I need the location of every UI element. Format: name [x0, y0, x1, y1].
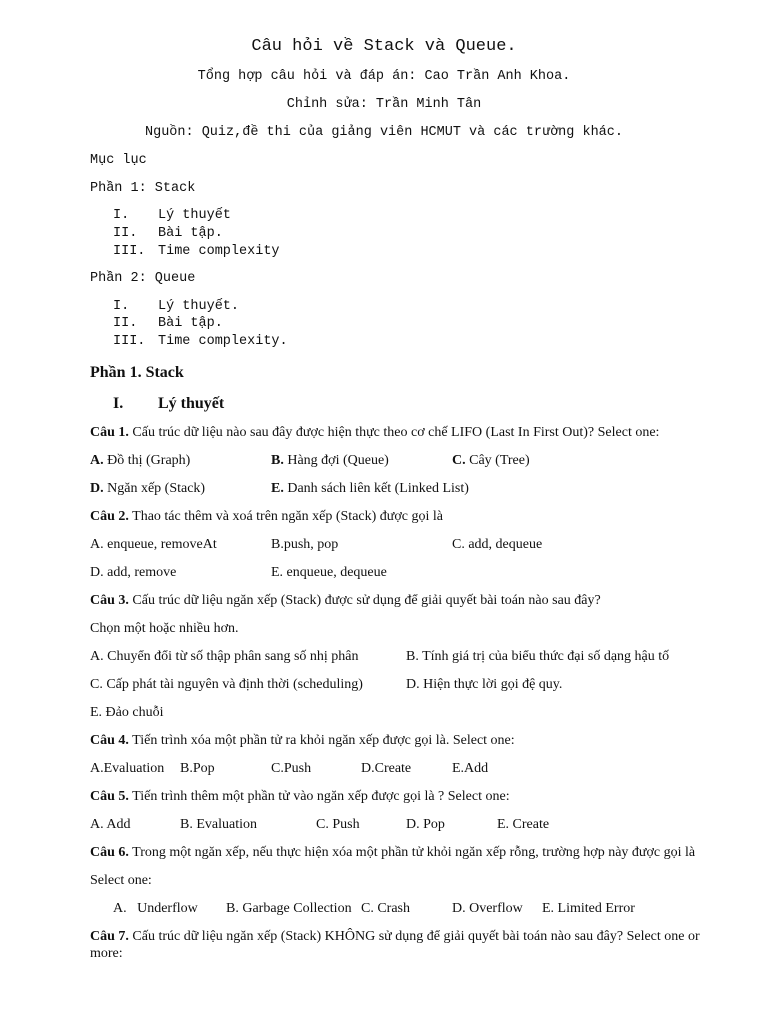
part1-heading: Phần 1. Stack [90, 364, 184, 381]
q4-option-d: D.Create [361, 761, 412, 776]
q2-option-b: B.push, pop [271, 537, 339, 552]
document-title: Câu hỏi về Stack và Queue. [251, 37, 517, 56]
q4-option-c: C.Push [271, 761, 312, 776]
q5-option-b: B. Evaluation [180, 817, 257, 832]
subsection-number: I. [113, 395, 124, 412]
q1-option-b: B. Hàng đợi (Queue) [271, 453, 389, 468]
question-4-text: Câu 4. Tiến trình xóa một phần tử ra khỏi ngăn xếp được gọi là. Select one: [90, 733, 515, 748]
q3-option-d: D. Hiện thực lời gọi đệ quy. [406, 677, 563, 692]
q6-option-b: B. Garbage Collection [226, 901, 352, 916]
q1-option-c: C. Cây (Tree) [452, 453, 530, 468]
q5-option-a: A. Add [90, 817, 131, 832]
q2-option-d: D. add, remove [90, 565, 177, 580]
q6-option-c: C. Crash [361, 901, 410, 916]
q4-option-b: B.Pop [180, 761, 215, 776]
q2-option-e: E. enqueue, dequeue [271, 565, 387, 580]
question-2-text: Câu 2. Thao tác thêm và xoá trên ngăn xếp (Stack) được gọi là [90, 509, 443, 524]
toc-part2-item-theory[interactable]: Lý thuyết. [158, 299, 240, 314]
subsection-title: Lý thuyết [158, 395, 225, 412]
question-6-text: Câu 6. Trong một ngăn xếp, nếu thực hiện xóa một phần tử khỏi ngăn xếp rỗng, trường hợp này được gọi là [90, 845, 696, 860]
toc-part2-item-num: I. [113, 299, 130, 314]
toc-part2-item-num: II. [113, 316, 138, 331]
q3-option-a: A. Chuyển đổi từ số thập phân sang số nhị phân [90, 649, 359, 664]
q2-option-a: A. enqueue, removeAt [90, 537, 217, 552]
question-6-instruction: Select one: [90, 873, 152, 888]
toc-part2-item-complexity[interactable]: Time complexity. [158, 334, 288, 349]
toc-part1-item-exercises[interactable]: Bài tập. [158, 226, 223, 241]
toc-part1-item-num: I. [113, 208, 130, 223]
q4-option-a: A.Evaluation [90, 761, 165, 776]
question-3-text: Câu 3. Cấu trúc dữ liệu ngăn xếp (Stack) được sử dụng để giải quyết bài toán nào sau đây? [90, 593, 601, 608]
question-7-text-continued: more: [90, 946, 123, 961]
question-1-text: Câu 1. Cấu trúc dữ liệu nào sau đây được hiện thực theo cơ chế LIFO (Last In First Out)? Select one: [90, 425, 660, 440]
q6-option-e: E. Limited Error [542, 901, 635, 916]
q2-option-c: C. add, dequeue [452, 537, 543, 552]
toc-part2-item-exercises[interactable]: Bài tập. [158, 316, 223, 331]
q3-option-b: B. Tính giá trị của biểu thức đại số dạng hậu tố [406, 649, 670, 664]
toc-part2-item-num: III. [113, 334, 146, 349]
q1-option-e: E. Danh sách liên kết (Linked List) [271, 481, 469, 496]
q1-option-a: A. Đồ thị (Graph) [90, 453, 191, 468]
toc-part1-title[interactable]: Phần 1: Stack [90, 181, 196, 196]
toc-part1-item-theory[interactable]: Lý thuyết [158, 208, 231, 223]
q5-option-d: D. Pop [406, 817, 445, 832]
q4-option-e: E.Add [452, 761, 489, 776]
q5-option-e: E. Create [497, 817, 550, 832]
q3-option-e: E. Đảo chuỗi [90, 705, 164, 720]
compiled-by-line: Tổng hợp câu hỏi và đáp án: Cao Trần Anh Khoa. [197, 69, 571, 84]
q6-option-d: D. Overflow [452, 901, 523, 916]
toc-part2-title[interactable]: Phần 2: Queue [90, 271, 196, 286]
q1-option-d: D. Ngăn xếp (Stack) [90, 481, 206, 496]
edited-by-line: Chỉnh sửa: Trần Minh Tân [286, 97, 482, 112]
question-7-text: Câu 7. Cấu trúc dữ liệu ngăn xếp (Stack) KHÔNG sử dụng để giải quyết bài toán nào sau đây? Select one or [90, 929, 700, 944]
toc-part1-item-num: II. [113, 226, 138, 241]
q5-option-c: C. Push [316, 817, 360, 832]
question-5-text: Câu 5. Tiến trình thêm một phần tử vào ngăn xếp được gọi là ? Select one: [90, 789, 510, 804]
question-3-instruction: Chọn một hoặc nhiều hơn. [90, 621, 239, 636]
q3-option-c: C. Cấp phát tài nguyên và định thời (scheduling) [90, 677, 363, 692]
q6-option-a: A. Underflow [113, 901, 198, 916]
toc-heading: Mục lục [90, 153, 147, 168]
toc-part1-item-complexity[interactable]: Time complexity [158, 244, 280, 259]
source-line: Nguồn: Quiz,đề thi của giảng viên HCMUT và các trường khác. [145, 125, 623, 140]
toc-part1-item-num: III. [113, 244, 146, 259]
